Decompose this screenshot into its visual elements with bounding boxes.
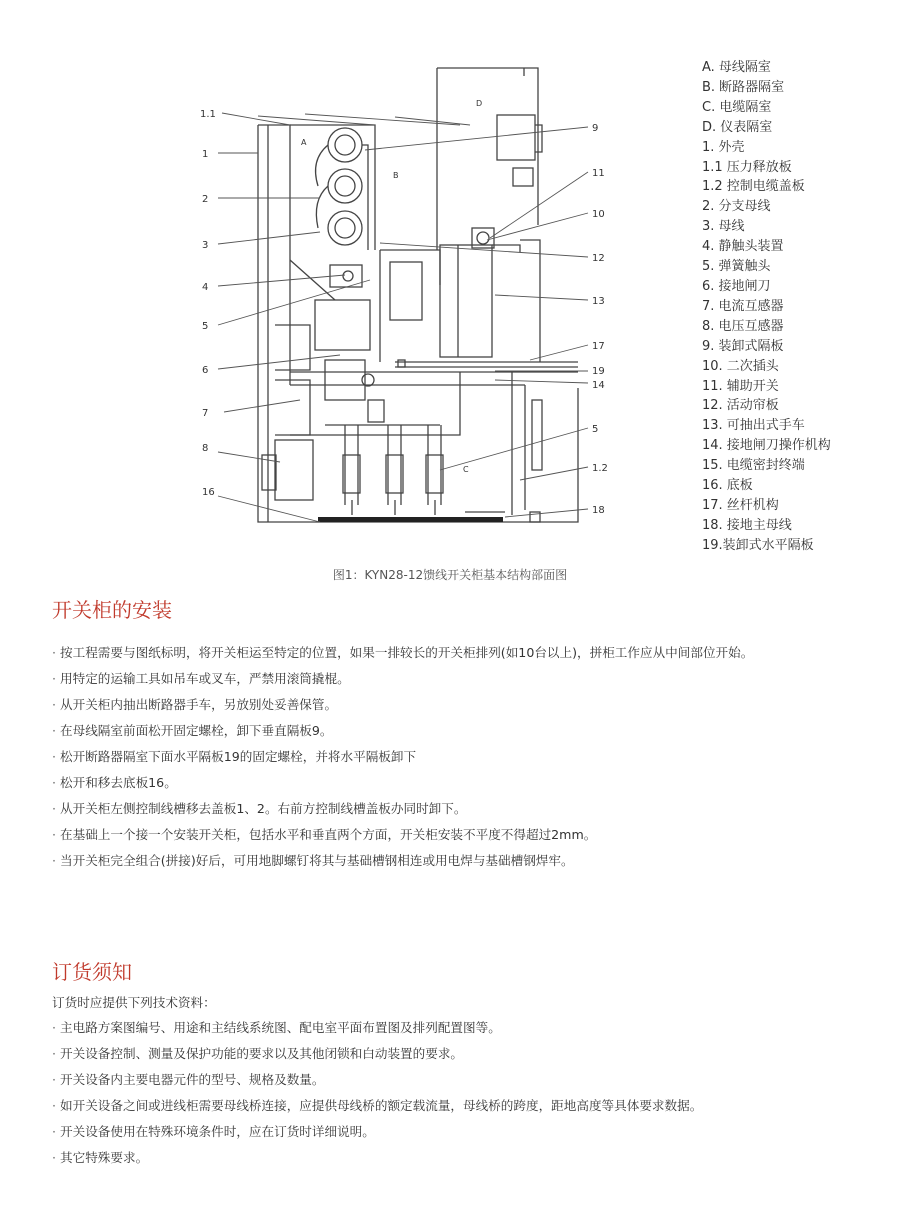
callout-5-right: 5 bbox=[592, 424, 599, 435]
callout-13: 13 bbox=[592, 296, 605, 307]
legend-item: D. 仪表隔室 bbox=[702, 119, 773, 135]
legend-item: 14. 接地闸刀操作机构 bbox=[702, 438, 831, 454]
figure-caption: 图1：KYN28-12馈线开关柜基本结构部面图 bbox=[332, 568, 568, 582]
callout-16: 16 bbox=[202, 487, 215, 498]
legend-item: C. 电缆隔室 bbox=[702, 99, 772, 115]
legend-item: 10. 二次插头 bbox=[702, 358, 779, 374]
callout-6: 6 bbox=[202, 365, 209, 376]
legend-item: 7. 电流互感器 bbox=[702, 298, 784, 314]
legend-item: 8. 电压互感器 bbox=[702, 318, 784, 334]
callout-7: 7 bbox=[202, 408, 209, 419]
legend-item: 13. 可抽出式手车 bbox=[702, 418, 805, 434]
list-item: · 开关设备使用在特殊环境条件时，应在订货时详细说明。 bbox=[52, 1123, 702, 1149]
legend-item: 19.装卸式水平隔板 bbox=[702, 537, 814, 553]
list-item: · 主电路方案图编号、用途和主结线系统图、配电室平面布置图及排列配置图等。 bbox=[52, 1019, 702, 1045]
install-steps-list bbox=[52, 644, 753, 878]
install-section-title: 开关柜的安装 bbox=[52, 598, 172, 622]
compartment-a-label: A bbox=[301, 138, 307, 147]
list-item: · 从开关柜内抽出断路器手车，另放别处妥善保管。 bbox=[52, 696, 753, 722]
list-item: · 在基础上一个接一个安装开关柜，包括水平和垂直两个方面，开关柜安装不平度不得超过2mm。 bbox=[52, 826, 753, 852]
legend-item: 1.1 压力释放板 bbox=[702, 159, 792, 175]
order-intro: 订货时应提供下列技术资料： bbox=[52, 995, 216, 1010]
list-item: · 开关设备内主要电器元件的型号、规格及数量。 bbox=[52, 1071, 702, 1097]
callout-8: 8 bbox=[202, 443, 209, 454]
legend-item: 11. 辅助开关 bbox=[702, 378, 779, 394]
callout-2: 2 bbox=[202, 194, 209, 205]
legend-item: 12. 活动帘板 bbox=[702, 398, 779, 414]
list-item: · 在母线隔室前面松开固定螺栓，卸下垂直隔板9。 bbox=[52, 722, 753, 748]
legend-item: 6. 接地闸刀 bbox=[702, 278, 771, 294]
callout-1-2: 1.2 bbox=[592, 463, 608, 474]
callout-1: 1 bbox=[202, 149, 209, 160]
list-item: · 松开断路器隔室下面水平隔板19的固定螺栓，并将水平隔板卸下 bbox=[52, 748, 753, 774]
legend-item: 9. 装卸式隔板 bbox=[702, 338, 784, 354]
legend-item: 15. 电缆密封终端 bbox=[702, 458, 805, 474]
legend-item: 2. 分支母线 bbox=[702, 199, 771, 215]
callout-11: 11 bbox=[592, 168, 605, 179]
callout-9: 9 bbox=[592, 123, 599, 134]
callout-18: 18 bbox=[592, 505, 605, 516]
legend-item: 1.2 控制电缆盖板 bbox=[702, 179, 805, 195]
callout-10: 10 bbox=[592, 209, 605, 220]
list-item: · 其它特殊要求。 bbox=[52, 1149, 702, 1175]
legend-item: 17. 丝杆机构 bbox=[702, 497, 779, 513]
callout-17: 17 bbox=[592, 341, 605, 352]
callout-4: 4 bbox=[202, 282, 209, 293]
legend-item: 1. 外壳 bbox=[702, 139, 745, 155]
callout-19: 19 bbox=[592, 366, 605, 377]
list-item: · 用特定的运输工具如吊车或叉车，严禁用滚筒撬棍。 bbox=[52, 670, 753, 696]
callout-3: 3 bbox=[202, 240, 209, 251]
order-section-title: 订货须知 bbox=[52, 960, 132, 984]
legend-item: 18. 接地主母线 bbox=[702, 517, 792, 533]
callout-14: 14 bbox=[592, 380, 605, 391]
callout-12: 12 bbox=[592, 253, 605, 264]
list-item: · 开关设备控制、测量及保护功能的要求以及其他闭锁和白动装置的要求。 bbox=[52, 1045, 702, 1071]
list-item: · 如开关设备之间或进线柜需要母线桥连接，应提供母线桥的额定载流量，母线桥的跨度，距地高度等具体要求数据。 bbox=[52, 1097, 702, 1123]
compartment-b-label: B bbox=[393, 171, 399, 180]
list-item: · 按工程需要与图纸标明，将开关柜运至特定的位置，如果一排较长的开关柜排列(如10台以上)，拼柜工作应从中间部位开始。 bbox=[52, 644, 753, 670]
legend-item: B. 断路器隔室 bbox=[702, 79, 785, 95]
legend-item: 4. 静触头装置 bbox=[702, 239, 784, 255]
legend-item: 5. 弹簧触头 bbox=[702, 259, 771, 275]
callout-5-left: 5 bbox=[202, 321, 209, 332]
switchgear-cross-section-diagram bbox=[190, 60, 620, 560]
list-item: · 当开关柜完全组合(拼接)好后，可用地脚螺钉将其与基础槽钢相连或用电焊与基础槽钢焊牢。 bbox=[52, 852, 753, 878]
diagram-legend bbox=[702, 58, 831, 556]
legend-item: 16. 底板 bbox=[702, 478, 753, 494]
legend-item: A. 母线隔室 bbox=[702, 60, 771, 75]
order-requirements-list bbox=[52, 1019, 702, 1175]
compartment-c-label: C bbox=[463, 465, 469, 474]
list-item: · 松开和移去底板16。 bbox=[52, 774, 753, 800]
callout-1-1: 1.1 bbox=[200, 109, 216, 120]
compartment-d-label: D bbox=[476, 99, 483, 108]
list-item: · 从开关柜左侧控制线槽移去盖板1、2。右前方控制线槽盖板办同时卸下。 bbox=[52, 800, 753, 826]
legend-item: 3. 母线 bbox=[702, 219, 745, 235]
